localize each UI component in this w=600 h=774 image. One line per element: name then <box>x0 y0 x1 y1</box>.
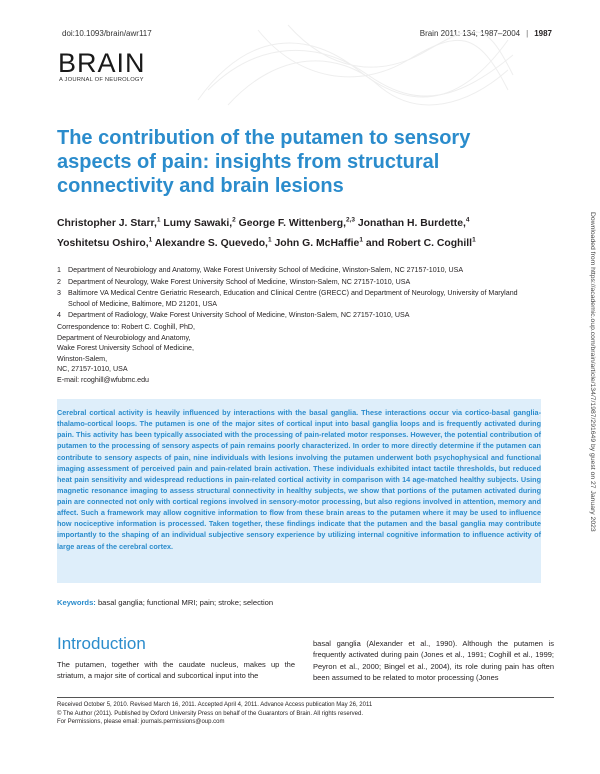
article-title: The contribution of the putamen to sensory aspects of pain: insights from structural connectivity and brain lesions <box>57 127 471 197</box>
doi: doi:10.1093/brain/awr117 <box>62 29 152 38</box>
journal-logo <box>58 50 146 83</box>
affiliation-item: 3 Baltimore VA Medical Centre Geriatric Research, Education and Clinical Centre (GRECC) and Department of Neurology, University of Maryland School of Medicine, Baltimore, MD 21201, USA <box>57 289 518 308</box>
author: Christopher J. Starr,$^1$ <box>57 217 161 230</box>
download-watermark: Downloaded from https://academic.oup.com/brain/article/134/7/1987/291649 by guest on 27 January 2023 <box>589 212 596 532</box>
correspondence-email[interactable]: E-mail: rcoghill@wfubmc.edu <box>57 375 149 384</box>
footer-line: For Permissions, please email: journals.permissions@oup.com <box>57 719 225 726</box>
author: Yoshitetsu Oshiro,$^1$ <box>57 236 153 249</box>
keywords-label: Keywords: <box>57 598 96 607</box>
logo-text: BRAIN <box>58 48 146 78</box>
citation-separator: | <box>526 29 529 38</box>
author: and Robert C. Coghill$^1$ <box>365 236 476 249</box>
logo-subtitle: A JOURNAL OF NEUROLOGY <box>59 77 144 83</box>
footer-line: Received October 5, 2010. Revised March 16, 2011. Accepted April 4, 2011. Advance Access publication May 26, 2011 <box>57 702 373 708</box>
author: John G. McHaffie$^1$ <box>274 236 363 249</box>
affiliations <box>57 265 537 322</box>
decorative-swirl-graphic <box>188 20 521 110</box>
page-number: 1987 <box>534 29 552 38</box>
footer-divider <box>57 697 554 698</box>
journal-citation-text: Brain 2011: 134; 1987–2004 <box>419 29 521 38</box>
abstract-box <box>57 399 541 583</box>
author-list <box>57 213 537 252</box>
correspondence-line: Correspondence to: Robert C. Coghill, PhD, <box>57 323 196 331</box>
author: Alexandre S. Quevedo,$^1$ <box>154 236 272 249</box>
correspondence-line: Winston-Salem, <box>57 354 108 363</box>
abstract-text: Cerebral cortical activity is heavily influenced by interactions with the basal ganglia. These interactions occur via cortico-basal ganglia-thalamo-cortical loops. The putamen is one of the major sites of cortical input into basal ganglia loops and is frequently activated during pain. This activity has been typically associated with the processing of pain-related motor responses. However, the potential contribution of putamen to the processing of sensory aspects of pain remains poorly characterized. In order to more directly determine if the putamen can contribute to sensory aspects of pain, nine individuals with lesions involving the putamen underwent both psychophysical and functional imaging assessment of perceived pain and pain-related brain activation. These individuals exhibited intact tactile thresholds, but reduced heat pain sensitivity and widespread reductions in pain-related cortical activity in comparison with 14 age-matched healthy subjects. Using magnetic resonance imaging to assess structural connectivity in healthy subjects, we show that portions of the putamen activated during pain are connected not only with cortical regions involved in sensory-motor processing, but also regions involved in attention, memory and affect. Such a framework may allow cognitive information to flow from these brain areas to the putamen where it may be used to influence how nociceptive information is processed. Taken together, these findings indicate that the putamen and the basal ganglia may contribute importantly to the shaping of an individual subjective sensory experience by utilizing internal cognitive information to influence activity of large areas of the cerebral cortex. <box>57 408 541 551</box>
section-heading-introduction: Introduction <box>57 634 146 653</box>
correspondence-line: Department of Neurobiology and Anatomy, <box>57 333 191 342</box>
correspondence-line: NC, 27157-1010, USA <box>57 365 128 374</box>
author: Lumy Sawaki,$^2$ <box>163 217 236 230</box>
correspondence-line: Wake Forest University School of Medicine, <box>57 344 194 353</box>
keywords-text: basal ganglia; functional MRI; pain; stroke; selection <box>97 598 274 607</box>
author: George F. Wittenberg,$^{2,3}$ <box>238 217 356 230</box>
affiliation-item: 2 Department of Neurology, Wake Forest University School of Medicine, Winston-Salem, NC 27157-1010, USA <box>57 277 411 286</box>
intro-text-column-2: basal ganglia (Alexander et al., 1990). Although the putamen is frequently activated during pain (Jones et al., 1991; Coghill et al., 1999; Peyron et al., 2000; Bingel et al., 2004), its role during pain has often been assumed to be related to motor processing (Jones <box>313 639 554 683</box>
correspondence <box>57 322 307 386</box>
affiliation-item: 4 Department of Radiology, Wake Forest University School of Medicine, Winston-Salem, NC 27157-1010, USA <box>57 311 410 320</box>
affiliation-item: 1 Department of Neurobiology and Anatomy, Wake Forest University School of Medicine, Winston-Salem, NC 27157-1010, USA <box>57 266 464 274</box>
footer-notes <box>57 701 554 727</box>
keywords <box>57 598 273 607</box>
intro-text-column-1: The putamen, together with the caudate nucleus, makes up the striatum, a major site of cortical and subcortical input into the <box>57 660 295 681</box>
author: Jonathan H. Burdette,$^4$ <box>357 217 470 230</box>
footer-line: © The Author (2011). Published by Oxford University Press on behalf of the Guarantors of Brain. All rights reserved. <box>57 710 364 717</box>
